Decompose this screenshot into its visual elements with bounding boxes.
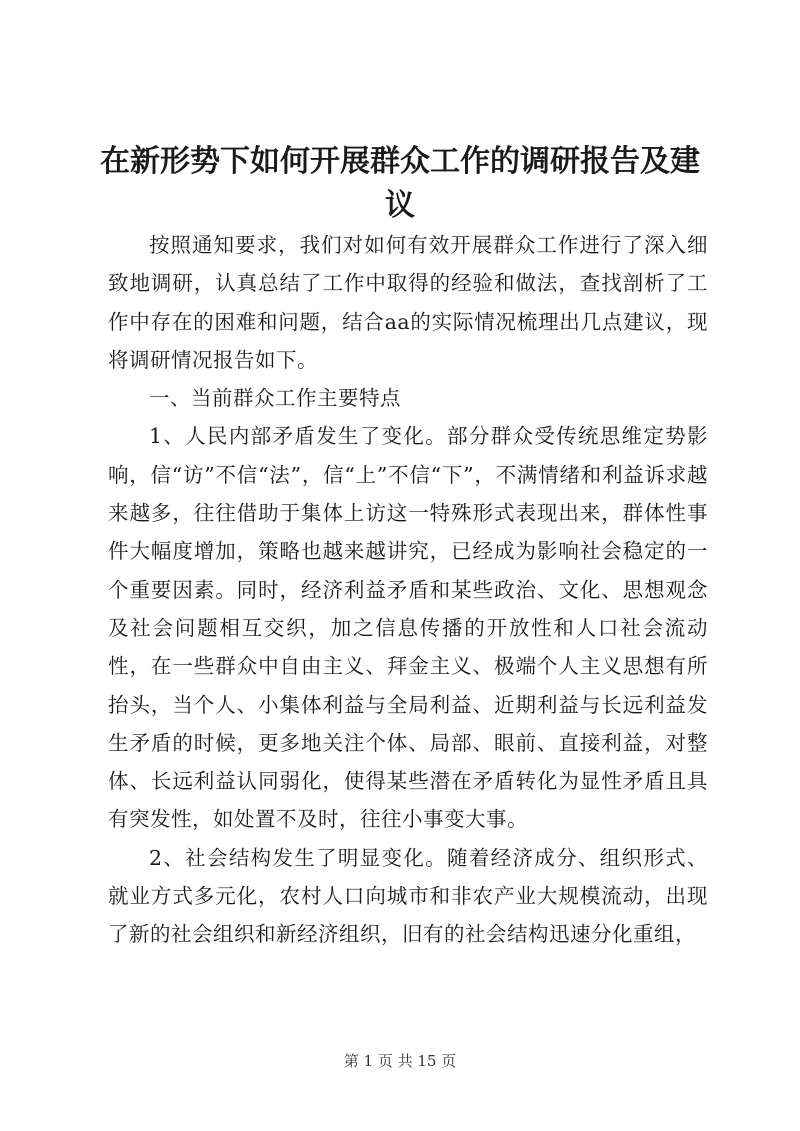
document-title: 在新形势下如何开展群众工作的调研报告及建议 — [100, 144, 700, 223]
page-footer: 第 1 页 共 15 页 — [343, 1052, 457, 1070]
intro-paragraph: 按照通知要求，我们对如何有效开展群众工作进行了深入细致地调研，认真总结了工作中取得的经验和做法，查找剖析了工作中存在的困难和问题，结合aa的实际情况梳理出几点建议，现将调研情况报告如下。 — [108, 233, 708, 372]
body-paragraph: 2、社会结构发生了明显变化。随着经济成分、组织形式、就业方式多元化，农村人口向城市和非农产业大规模流动，出现了新的社会组织和新经济组织，旧有的社会结构迅速分化重组， — [108, 845, 708, 947]
section-heading: 一、当前群众工作主要特点 — [149, 386, 401, 411]
body-paragraph: 1、人民内部矛盾发生了变化。部分群众受传统思维定势影响，信“访”不信“法”，信“上”不信“下”，不满情绪和利益诉求越来越多，往往借助于集体上访这一特殊形式表现出来，群体性事件大幅度增加，策略也越来越讲究，已经成为影响社会稳定的一个重要因素。同时，经济利益矛盾和某些政治、文化、思想观念及社会问题相互交织，加之信息传播的开放性和人口社会流动性，在一些群众中自由主义、拜金主义、极端个人主义思想有所抬头，当个人、小集体利益与全局利益、近期利益与长远利益发生矛盾的时候，更多地关注个体、局部、眼前、直接利益，对整体、长远利益认同弱化，使得某些潜在矛盾转化为显性矛盾且具有突发性，如处置不及时，往往小事变大事。 — [108, 424, 708, 832]
document-body — [108, 226, 708, 954]
